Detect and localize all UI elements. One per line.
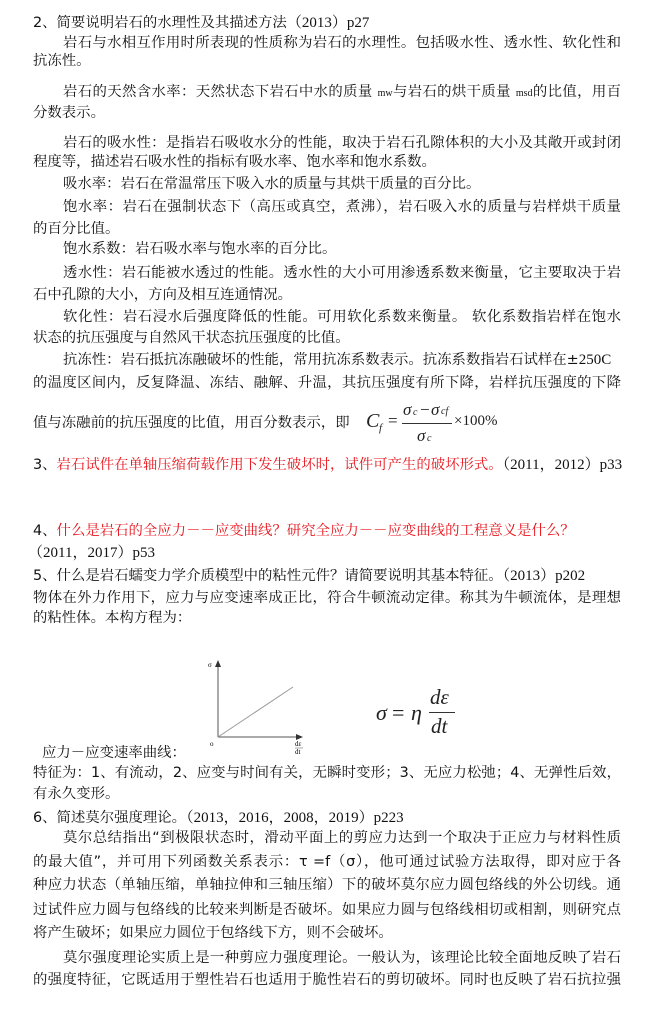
y-axis-arrow [215,660,221,667]
text-line: 的最大值”，并可用下列函数关系表示：τ =f（σ），他可通过试验方法取得，即对应于各 [33,854,621,870]
text-line: 透水性：岩石能被水透过的性能。透水性的大小可用渗透系数来衡量，它主要取决于岩 [63,265,621,281]
equation-symbol: σ [376,700,387,725]
equation-symbol: = [392,700,405,725]
text-line: 特征为：1、有流动，2、应变与时间有关，无瞬时变形；3、无应力松弛；4、无弹性后效， [33,765,621,781]
q4-text: 什么是岩石的全应力－－应变曲线？研究全应力－－应变曲线的工程意义是什么？ [56,523,575,539]
q4-heading [33,521,621,541]
figure-caption: 应力－应变速率曲线： [42,745,186,761]
text-part: 抗冻性：岩石抵抗冻融破坏的性能，常用抗冻系数表示。抗冻系数指岩石试样在± [63,352,579,368]
fraction-bar [402,423,452,424]
text-line: 石中孔隙的大小，方向及相互连通情况。 [33,287,293,303]
text-part: 的比值，用百 [532,84,621,100]
text-line: 岩石与水相互作用时所表现的性质称为岩石的水理性。包括吸水性、透水性、软化性和 [63,35,621,51]
stress-strain-rate-figure [195,655,315,755]
text-line: 莫尔强度理论实质上是一种剪应力强度理论。一般认为，该理论比较全面地反映了岩石 [63,950,621,966]
q2-title: 2、简要说明岩石的水理性及其描述方法 [33,15,287,31]
text-line: 岩石的吸水性：是指岩石吸收水分的性能，取决于岩石孔隙体积的大小及其敞开或封闭 [63,135,621,151]
formula-symbol: σ [403,400,412,419]
formula-symbol: cf [441,406,449,417]
q5-title: 5、什么是岩石蠕变力学介质模型中的粘性元件？请简要说明其基本特征。 [33,568,503,584]
equation-symbol: dt [431,714,448,738]
text-line: 物体在外力作用下，应力与应变速率成正比，符合牛顿流动定律。称其为牛顿流体，是理想 [33,590,621,606]
text-line: 将产生破坏；如果应力圆位于包络线下方，则不会破坏。 [33,925,393,941]
symbol-msd: msd [515,88,533,99]
origin-label: o [210,740,214,748]
text-line: 软化性：岩石浸水后强度降低的性能。可用软化系数来衡量。 软化系数指岩样在饱水 [63,309,621,325]
y-axis-label: σ [208,661,212,669]
text-line: 饱水系数：岩石吸水率与饱水率的百分比。 [63,241,337,257]
temperature: 250C [578,352,612,368]
formula-symbol: f [379,422,383,434]
q6-ref: （2013，2016，2008，2019）p223 [186,810,404,826]
text-line [63,82,621,104]
formula-symbol: = [388,411,398,430]
formula-symbol: − [420,400,430,419]
text-part: 与岩石的烘干质量 [392,84,516,100]
q3-heading [33,455,621,475]
formula-symbol: C [366,410,380,432]
symbol-mw: mw [377,88,393,99]
stress-line [218,687,293,737]
text-line: 饱水率：岩石在强制状态下（高压或真空，煮沸），岩石吸入水的质量与岩样烘干质量 [63,199,621,215]
viscous-equation [376,685,466,745]
text-line: 值与冻融前的抗压强度的比值，用百分数表示，即 [33,415,350,431]
text-line: 吸水率：岩石在常温常压下吸入水的质量与其烘干质量的百分比。 [63,176,481,192]
text-line: 莫尔总结指出“到极限状态时，滑动平面上的剪应力达到一个取决于正应力与材料性质 [63,830,621,846]
text-line [63,350,621,370]
text-line: 的粘性体。本构方程为： [33,610,192,626]
formula-symbol: σ [431,400,440,419]
text-line: 分数表示。 [33,105,105,121]
q6-title: 6、简述莫尔强度理论。 [33,810,187,826]
q4-ref: （2011，2017）p53 [28,545,155,561]
formula-symbol: c [413,407,418,418]
q2-heading [33,13,621,33]
q3-text: 岩石试件在单轴压缩荷载作用下发生破坏时，试件可产生的破坏形式。 [56,457,503,473]
text-line: 程度等，描述岩石吸水性的指标有吸水率、饱水率和饱水系数。 [33,154,436,170]
x-axis-label-den: dt [295,748,301,755]
formula-symbol: σ [417,426,426,445]
formula-symbol: ×100% [454,413,498,429]
text-line: 状态的抗压强度与自然风干状态抗压强度的比值。 [33,330,350,346]
q4-number: 4、 [33,523,57,539]
formula-symbol: c [427,433,432,444]
text-line: 的温度区间内，反复降温、冻结、融解、升温，其抗压强度有所下降，岩样抗压强度的下降 [33,375,621,391]
fraction-bar [429,712,455,713]
text-line: 种应力状态（单轴压缩，单轴拉伸和三轴压缩）下的破坏莫尔应力圆包络线的外公切线。通 [33,877,621,893]
equation-symbol: η [411,700,422,725]
q6-heading [33,808,621,828]
frost-coefficient-formula [366,400,516,448]
text-line: 的强度特征，它既适用于塑性岩石也适用于脆性岩石的剪切破坏。同时也反映了岩石抗拉强 [33,972,621,988]
text-line: 抗冻性。 [33,53,91,69]
q5-heading [33,566,621,586]
x-axis-label-num: dε [295,740,302,748]
q3-ref: （2011，2012）p33 [502,457,623,473]
q3-number: 3、 [33,457,57,473]
text-line: 的百分比值。 [33,221,120,237]
q5-ref: （2013）p202 [502,568,586,584]
text-line: 过试件应力圆与包络线的比较来判断是否破坏。如果应力圆与包络线相切或相割，则研究点 [33,902,621,918]
text-line: 有永久变形。 [33,786,120,802]
text-part: 岩石的天然含水率：天然状态下岩石中水的质量 [63,84,378,100]
equation-symbol: dε [430,685,449,709]
q2-ref: （2013）p27 [286,15,370,31]
